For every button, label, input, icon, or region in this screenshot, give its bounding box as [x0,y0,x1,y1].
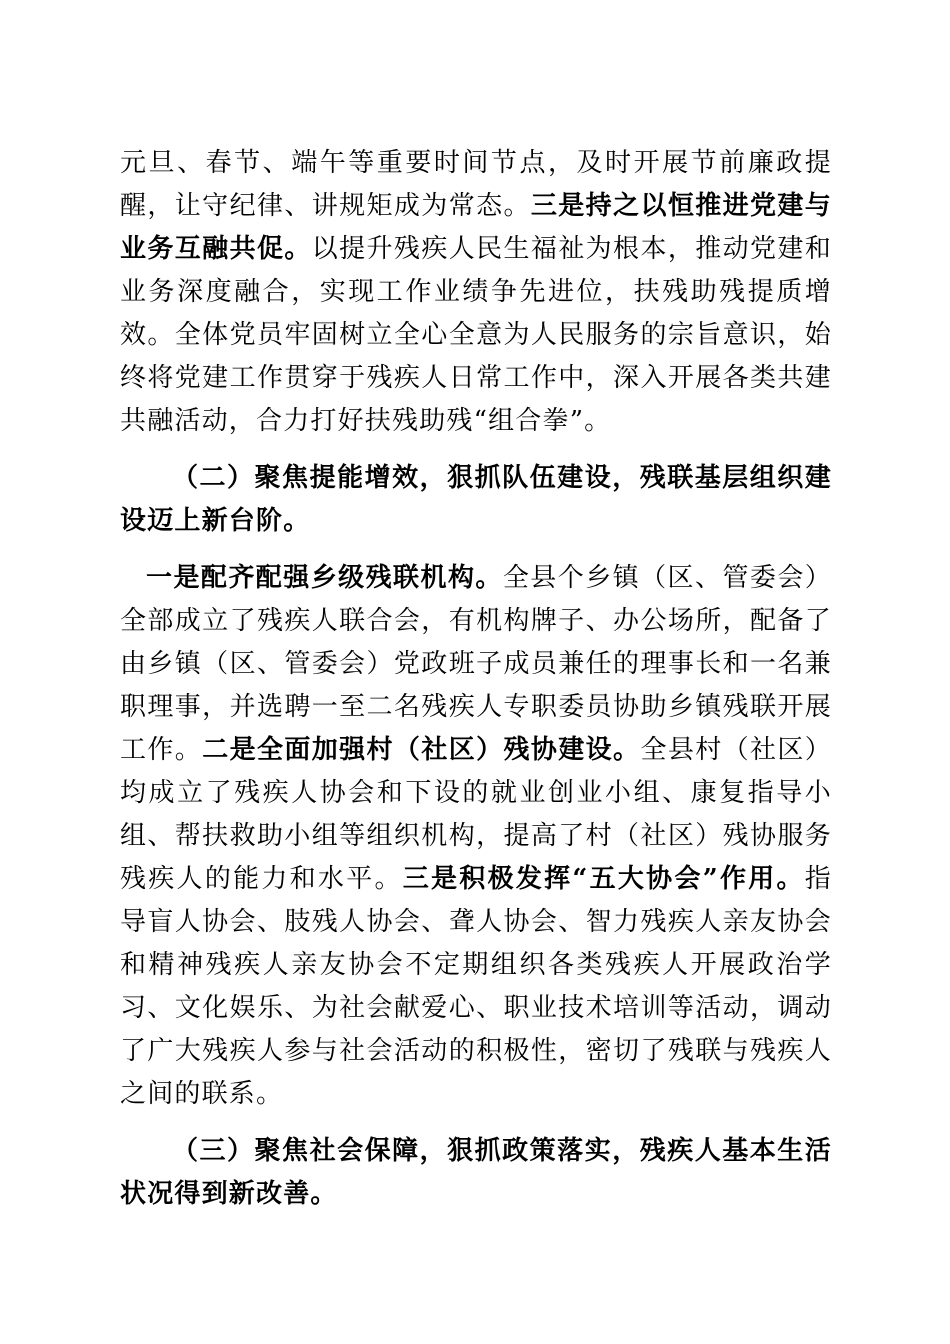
paragraph-lead-phrase: 一是配齐配强乡级残联机构。 [146,563,503,593]
paragraph-party-building [120,142,832,443]
paragraph-lead-phrase: 三是积极发挥“五大协会”作用。 [402,864,805,894]
document-body [120,142,832,1216]
section-heading-2: （二）聚焦提能增效，狠抓队伍建设，残联基层组织建设迈上新台阶。 [120,463,832,536]
paragraph-grassroots-organization [120,557,832,1116]
section-heading-3: （三）聚焦社会保障，狠抓政策落实，残疾人基本生活状况得到新改善。 [120,1136,832,1209]
paragraph-lead-phrase: 三是持之以恒推进党建与业务互融共促。 [120,191,832,264]
paragraph-text: 全县个乡镇（区、管委会）全部成立了残疾人联合会，有机构牌子、办公场所，配备了由乡镇（区、管委会）党政班子成员兼任的理事长和一名兼职理事，并选聘一至二名残疾人专职委员协助乡镇残联开展工作。 [120,563,832,765]
paragraph-lead-phrase: 二是全面加强村（社区）残协建设。 [202,735,641,765]
paragraph-text: 以提升残疾人民生福祉为根本，推动党建和业务深度融合，实现工作业绩争先进位，扶残助残提质增效。全体党员牢固树立全心全意为人民服务的宗旨意识，始终将党建工作贯穿于残疾人日常工作中，深入开展各类共建共融活动，合力打好扶残助残“组合拳”。 [120,234,832,436]
paragraph-text: 全县村（社区）均成立了残疾人协会和下设的就业创业小组、康复指导小组、帮扶救助小组等组织机构，提高了村（社区）残协服务残疾人的能力和水平。 [120,735,833,894]
paragraph-text: 指导盲人协会、肢残人协会、聋人协会、智力残疾人亲友协会和精神残疾人亲友协会不定期组织各类残疾人开展政治学习、文化娱乐、为社会献爱心、职业技术培训等活动，调动了广大残疾人参与社会活动的积极性，密切了残联与残疾人之间的联系。 [120,864,832,1109]
paragraph-text: 元旦、春节、端午等重要时间节点，及时开展节前廉政提醒，让守纪律、讲规矩成为常态。 [120,148,832,221]
